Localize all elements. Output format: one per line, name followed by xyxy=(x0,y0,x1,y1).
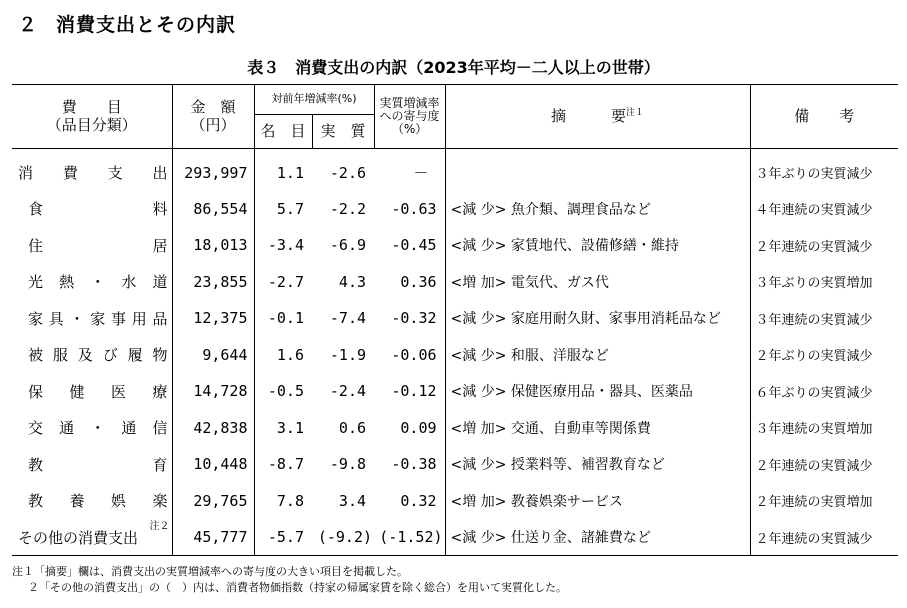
row-real: -6.9 xyxy=(329,236,367,255)
row-nominal: -0.5 xyxy=(267,382,304,401)
row-remark: ２年連続の実質減少 xyxy=(750,519,898,556)
row-summary: <減 少> 魚介類、調理食品など xyxy=(445,191,750,228)
table-row xyxy=(12,519,898,556)
row-real: -2.2 xyxy=(329,199,367,218)
row-contrib: 0.36 xyxy=(374,264,445,301)
header-contrib: 実質増減率への寄与度（%） xyxy=(374,85,445,149)
header-rate-group: 対前年増減率(%) xyxy=(254,85,374,115)
row-summary: <増 加> 教養娯楽サービス xyxy=(445,483,750,520)
row-amount: 29,765 xyxy=(172,483,254,520)
row-remark: ４年連続の実質減少 xyxy=(755,203,873,219)
row-amount: 86,554 xyxy=(172,191,254,228)
row-contrib: -0.45 xyxy=(374,227,445,264)
row-nominal: 7.8 xyxy=(276,491,304,510)
consumption-table xyxy=(12,84,898,556)
row-real: -7.4 xyxy=(329,309,367,328)
header-amount: 金 額 （円） xyxy=(172,85,254,149)
header-remarks: 備 考 xyxy=(750,85,898,149)
row-remark: ２年ぶりの実質減少 xyxy=(755,349,873,365)
row-nominal: -0.1 xyxy=(267,309,304,328)
footnote-1: 注１「摘要」欄は、消費支出の実質増減率への寄与度の大きい項目を掲載した。 xyxy=(12,565,408,578)
row-contrib: -0.12 xyxy=(374,373,445,410)
row-item: 教養娯楽 xyxy=(12,483,172,520)
row-item: 食料 xyxy=(12,191,172,228)
row-contrib: -0.63 xyxy=(374,191,445,228)
row-item: 住居 xyxy=(12,227,172,264)
header-summary: 摘 要$^{注1}$ xyxy=(445,85,750,149)
row-real: 0.6 xyxy=(338,418,367,437)
section-number: ２ xyxy=(18,14,39,36)
row-remark: ３年連続の実質減少 xyxy=(755,312,873,328)
row-real: -2.4 xyxy=(329,382,367,401)
row-contrib: -0.38 xyxy=(374,446,445,483)
row-contrib: 0.09 xyxy=(374,410,445,447)
row-item: 保健医療 xyxy=(12,373,172,410)
row-summary: <増 加> 交通、自動車等関係費 xyxy=(445,410,750,447)
row-nominal: 1.6 xyxy=(276,345,304,364)
row-remark: ２年連続の実質増加 xyxy=(755,495,873,511)
row-nominal: 3.1 xyxy=(276,418,304,437)
row-amount: 45,777 xyxy=(172,519,254,556)
table-row xyxy=(12,410,898,447)
row-real: -9.8 xyxy=(329,455,367,474)
row-real: -1.9 xyxy=(329,345,367,364)
row-item: 家具・家事用品 xyxy=(12,300,172,337)
row-summary: <減 少> 授業料等、補習教育など xyxy=(445,446,750,483)
header-nominal: 名 目 xyxy=(254,115,312,149)
row-amount: 293,997 xyxy=(172,149,254,191)
table-row xyxy=(12,373,898,410)
row-summary: <減 少> 仕送り金、諸雑費など xyxy=(445,519,750,556)
row-amount: 42,838 xyxy=(172,410,254,447)
row-contrib: (-1.52) xyxy=(374,519,445,556)
row-amount: 23,855 xyxy=(172,264,254,301)
row-contrib: 0.32 xyxy=(374,483,445,520)
row-amount: 9,644 xyxy=(172,337,254,374)
row-remark: ３年ぶりの実質減少 xyxy=(755,167,873,183)
row-real: (-9.2) xyxy=(312,519,374,556)
footnotes xyxy=(12,564,567,596)
row-item: 消費支出 xyxy=(12,149,172,191)
row-contrib: － xyxy=(374,149,445,191)
section-title xyxy=(18,10,236,37)
row-amount: 14,728 xyxy=(172,373,254,410)
row-summary: <増 加> 電気代、ガス代 xyxy=(445,264,750,301)
row-item: 光熱・水道 xyxy=(12,264,172,301)
row-item xyxy=(12,519,172,556)
row-remark: ６年ぶりの実質減少 xyxy=(755,385,873,401)
header-item: 費 目 （品目分類） xyxy=(12,85,172,149)
row-amount: 12,375 xyxy=(172,300,254,337)
header-real: 実 質 xyxy=(312,115,374,149)
table-title: 表３ 消費支出の内訳（2023年平均－二人以上の世帯） xyxy=(247,58,660,77)
row-real: 3.4 xyxy=(338,491,367,510)
row-remark: ３年連続の実質増加 xyxy=(755,422,873,438)
row-item: 教育 xyxy=(12,446,172,483)
row-summary: <減 少> 和服、洋服など xyxy=(445,337,750,374)
table-row xyxy=(12,149,898,191)
row-nominal: -5.7 xyxy=(254,519,312,556)
row-item-label: その他の消費支出 xyxy=(18,528,139,547)
summary-note: 注１ xyxy=(626,107,645,118)
row-amount: 10,448 xyxy=(172,446,254,483)
row-summary xyxy=(445,149,750,191)
row-summary: <減 少> 家庭用耐久財、家事用消耗品など xyxy=(445,300,750,337)
row-nominal: -2.7 xyxy=(267,272,304,291)
row-nominal: 1.1 xyxy=(276,163,304,182)
table-row xyxy=(12,446,898,483)
row-summary: <減 少> 家賃地代、設備修繕・維持 xyxy=(445,227,750,264)
row-item: 被服及び履物 xyxy=(12,337,172,374)
row-real: -2.6 xyxy=(329,163,367,182)
row-nominal: 5.7 xyxy=(276,199,304,218)
row-item: 交通・通信 xyxy=(12,410,172,447)
section-title-text: 消費支出とその内訳 xyxy=(56,14,237,36)
table-row xyxy=(12,337,898,374)
row-contrib: -0.32 xyxy=(374,300,445,337)
row-real: 4.3 xyxy=(338,272,367,291)
row-item-note: 注２ xyxy=(149,520,170,532)
footnote-2: ２「その他の消費支出」の（ ）内は、消費者物価指数（持家の帰属家賃を除く総合）を用いて実質化した。 xyxy=(28,581,567,594)
table-row xyxy=(12,264,898,301)
table-row xyxy=(12,227,898,264)
row-nominal: -8.7 xyxy=(267,455,304,474)
table-row xyxy=(12,191,898,228)
table-row xyxy=(12,300,898,337)
row-remark: ２年連続の実質減少 xyxy=(755,239,873,255)
row-remark: ２年連続の実質減少 xyxy=(755,458,873,474)
row-summary: <減 少> 保健医療用品・器具、医薬品 xyxy=(445,373,750,410)
row-contrib: -0.06 xyxy=(374,337,445,374)
row-nominal: -3.4 xyxy=(267,236,304,255)
row-amount: 18,013 xyxy=(172,227,254,264)
row-remark: ３年ぶりの実質増加 xyxy=(755,276,873,292)
table-row xyxy=(12,483,898,520)
